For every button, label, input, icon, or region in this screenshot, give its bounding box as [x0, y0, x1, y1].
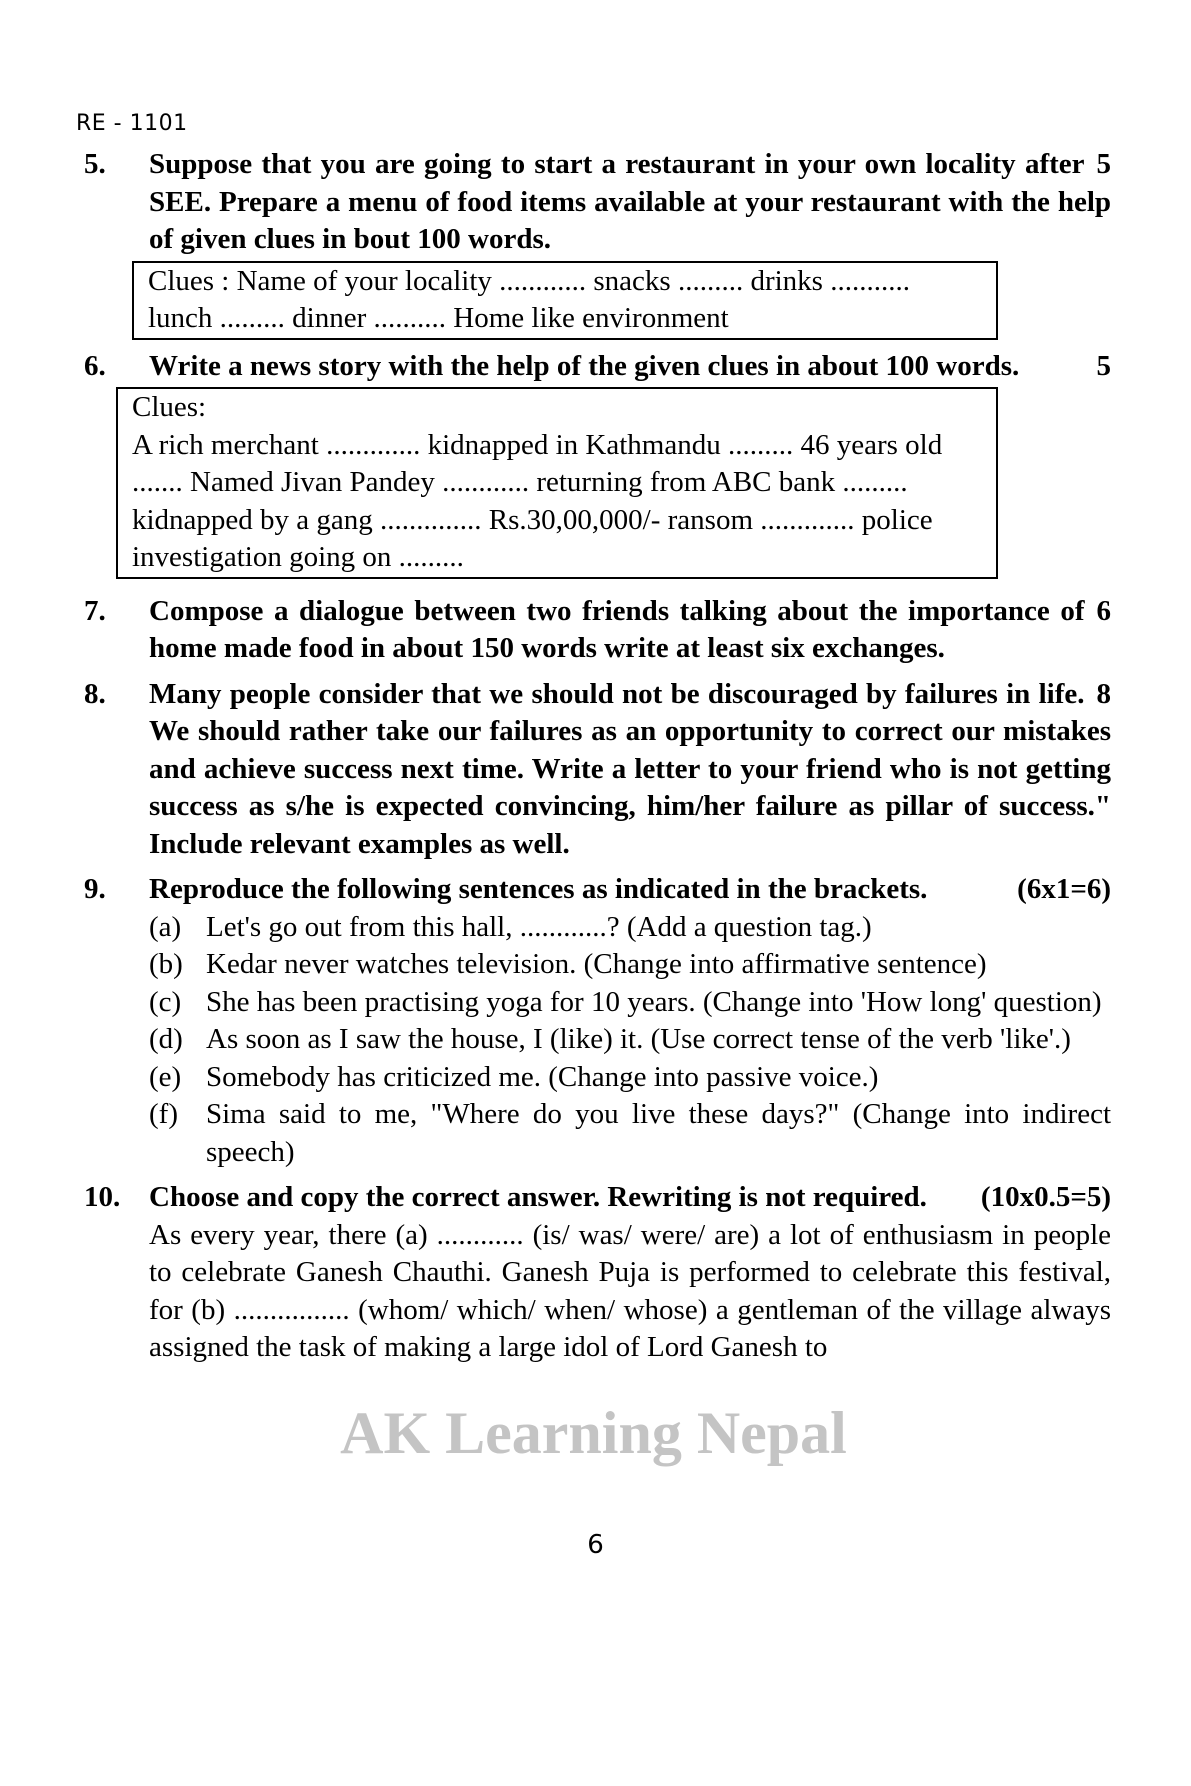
question-marks: (6x1=6) [1017, 873, 1111, 905]
clue-line: Clues : Name of your locality ............ snacks ......... drinks ........... [148, 264, 910, 297]
question-number: 9. [84, 873, 106, 905]
question-prompt: Choose and copy the correct answer. Rewriting is not required. [149, 1181, 927, 1213]
sub-item-b [149, 946, 1111, 984]
sub-item-f [149, 1096, 1111, 1171]
sub-item-label: (f) [149, 1098, 178, 1130]
sub-items [76, 909, 1111, 1172]
clues-box [132, 261, 998, 340]
question-text [149, 871, 1111, 909]
question-marks: 5 [1096, 349, 1111, 382]
question-prompt: Write a news story with the help of the given clues in about 100 words. [149, 349, 1020, 382]
sub-item-text: As soon as I saw the house, I (like) it. (Use correct tense of the verb 'like'.) [206, 1023, 1071, 1055]
page-number: 6 [587, 1529, 604, 1560]
sub-item-e [149, 1059, 1111, 1097]
sub-item-c [149, 984, 1111, 1022]
question-9 [76, 871, 1111, 1171]
sub-item-text: She has been practising yoga for 10 years. (Change into 'How long' question) [206, 985, 1102, 1018]
question-7 [76, 593, 1111, 668]
sub-item-text: Somebody has criticized me. (Change into passive voice.) [206, 1060, 879, 1093]
sub-item-label: (b) [149, 948, 183, 980]
question-6 [76, 348, 1111, 579]
question-marks: 6 [1096, 594, 1111, 627]
sub-item-label: (d) [149, 1023, 183, 1055]
sub-item-a [149, 909, 1111, 947]
clue-line: A rich merchant ............. kidnapped in Kathmandu ......... 46 years old [132, 428, 943, 461]
question-text [149, 146, 1111, 259]
question-prompt: Compose a dialogue between two friends talking about the importance of home made food in about 150 words write at least six exchanges. [149, 594, 1085, 664]
clue-line: kidnapped by a gang .............. Rs.30,00,000/- ransom ............. police [132, 503, 933, 536]
sub-item-text: Kedar never watches television. (Change into affirmative sentence) [206, 948, 987, 980]
sub-item-d [149, 1021, 1111, 1059]
question-text [149, 593, 1111, 668]
question-number: 5. [84, 148, 106, 180]
question-number: 7. [84, 594, 106, 627]
question-number: 6. [84, 349, 106, 382]
sub-item-text: Let's go out from this hall, ............? (Add a question tag.) [206, 910, 872, 943]
watermark: AK Learning Nepal [340, 1399, 847, 1466]
clue-line: ....... Named Jivan Pandey ............ returning from ABC bank ......... [132, 466, 908, 498]
question-prompt: Suppose that you are going to start a restaurant in your own locality after SEE. Prepare a menu of food items available at your restaurant with the help of given clues in bout 100 words. [149, 148, 1111, 255]
clue-line: lunch ......... dinner .......... Home like environment [148, 302, 729, 334]
question-prompt: Reproduce the following sentences as indicated in the brackets. [149, 873, 928, 905]
question-text [149, 676, 1111, 864]
sub-item-text: Sima said to me, "Where do you live these days?" (Change into indirect speech) [206, 1098, 1111, 1168]
clue-line: investigation going on ......... [132, 541, 464, 573]
question-number: 10. [84, 1181, 121, 1213]
sub-item-label: (c) [149, 985, 182, 1018]
question-marks: 8 [1096, 677, 1111, 710]
sub-item-label: (a) [149, 910, 182, 943]
sub-item-label: (e) [149, 1060, 182, 1093]
question-number: 8. [84, 677, 106, 710]
question-prompt: Many people consider that we should not be discouraged by failures in life. We should rather take our failures as an opportunity to correct our mistakes and achieve success next time. Write a letter to your friend who is not getting success as s/he is expected convincing, him/her failure as pillar of success." Include relevant examples as well. [149, 677, 1111, 860]
passage-text: As every year, there (a) ............ (is/ was/ were/ are) a lot of enthusiasm in people to celebrate Ganesh Chauthi. Ganesh Puja is performed to celebrate this festival, for (b) ................ (whom/ which/ when/ whose) a gentleman of the village always assigned the task of making a large idol of Lord Ganesh to [149, 1218, 1111, 1363]
paper-code: RE - 1101 [76, 111, 188, 136]
watermark-area [76, 1397, 1111, 1469]
question-10 [76, 1179, 1111, 1367]
question-text [149, 348, 1111, 386]
clue-line: Clues: [132, 391, 207, 423]
question-8 [76, 676, 1111, 864]
clues-box [116, 387, 998, 579]
question-marks: (10x0.5=5) [980, 1181, 1111, 1213]
question-text [149, 1179, 1111, 1217]
question-marks: 5 [1096, 148, 1111, 180]
question-5 [76, 146, 1111, 340]
